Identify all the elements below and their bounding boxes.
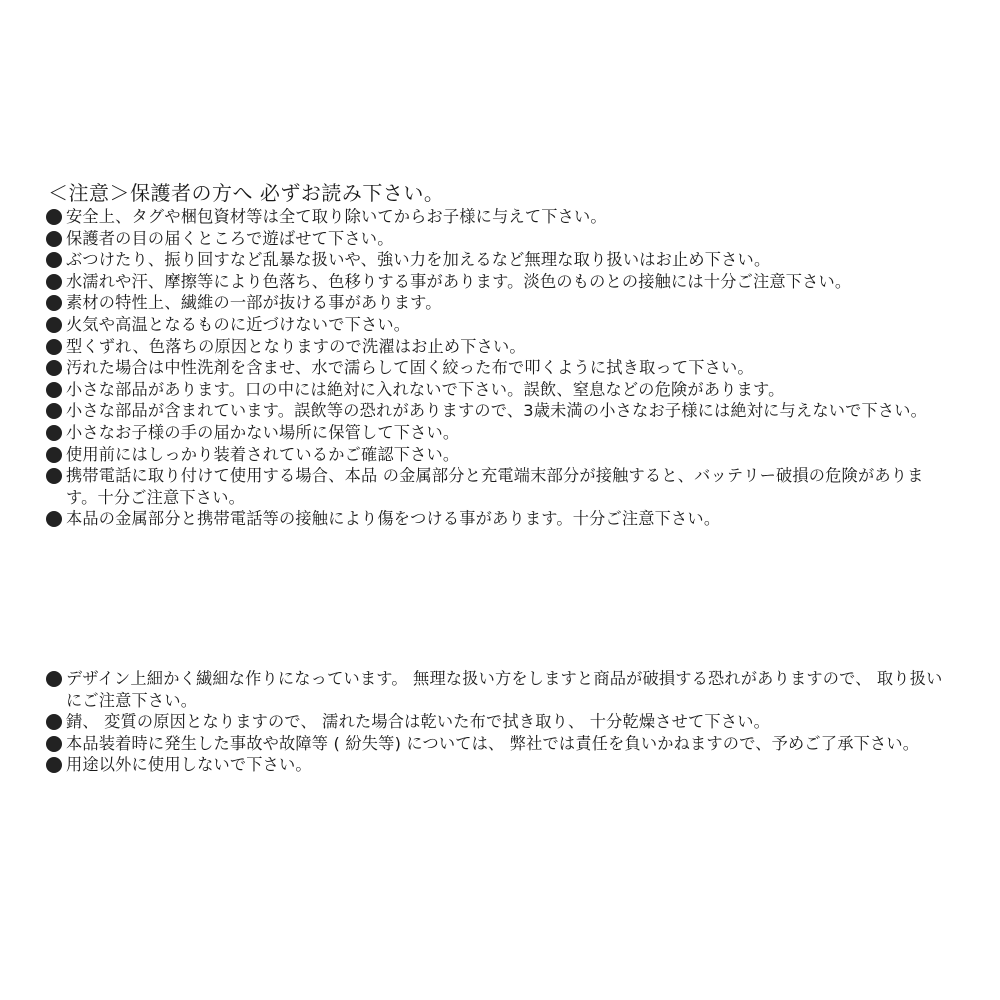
caution-item <box>44 444 944 466</box>
bullet-icon <box>46 382 62 398</box>
caution-item <box>44 292 944 314</box>
caution-item-text: 本品の金属部分と携帯電話等の接触により傷をつける事があります。十分ご注意下さい。 <box>66 509 721 529</box>
bullet-icon <box>46 339 62 355</box>
caution-item <box>44 314 944 336</box>
bullet-icon <box>46 252 62 268</box>
caution-item-text: 小さな部品があります。口の中には絶対に入れないで下さい。誤飲、窒息などの危険があります。 <box>66 379 785 399</box>
caution-item <box>44 228 944 250</box>
caution-list <box>44 206 944 530</box>
caution-item-text: 使用前にはしっかり装着されているかご確認下さい。 <box>66 444 460 464</box>
caution-item-text: 水濡れや汗、摩擦等により色落ち、色移りする事があります。淡色のものとの接触には十分ご注意下さい。 <box>66 271 852 291</box>
handling-item-text: 用途以外に使用しないで下さい。 <box>66 755 312 775</box>
handling-item-text: デザイン上細かく繊細な作りになっています。 無理な扱い方をしますと商品が破損する恐れがありますので、 取り扱いにご注意下さい。 <box>66 669 943 710</box>
handling-notice-section <box>44 668 944 776</box>
handling-item <box>44 711 944 733</box>
caution-item-text: 火気や高温となるものに近づけないで下さい。 <box>66 314 411 334</box>
caution-item <box>44 357 944 379</box>
bullet-icon <box>46 425 62 441</box>
caution-item <box>44 422 944 444</box>
bullet-icon <box>46 736 62 752</box>
handling-item-text: 本品装着時に発生した事故や故障等 ( 紛失等) については、 弊社では責任を負いかねますので、予めご了承下さい。 <box>66 733 920 753</box>
bullet-icon <box>46 511 62 527</box>
bullet-icon <box>46 360 62 376</box>
bullet-icon <box>46 757 62 773</box>
caution-item <box>44 465 944 508</box>
caution-item-text: 型くずれ、色落ちの原因となりますので洗濯はお止め下さい。 <box>66 336 526 356</box>
bullet-icon <box>46 447 62 463</box>
caution-item <box>44 336 944 358</box>
handling-list <box>44 668 944 776</box>
caution-item <box>44 379 944 401</box>
bullet-icon <box>46 403 62 419</box>
caution-item-text: 素材の特性上、繊維の一部が抜ける事があります。 <box>66 293 442 313</box>
caution-item <box>44 206 944 228</box>
handling-item <box>44 733 944 755</box>
bullet-icon <box>46 274 62 290</box>
handling-item <box>44 668 944 711</box>
caution-notice-section <box>44 180 944 530</box>
bullet-icon <box>46 714 62 730</box>
notice-heading: ＜注意＞保護者の方へ 必ずお読み下さい。 <box>48 181 445 205</box>
caution-item-text: 携帯電話に取り付けて使用する場合、本品 の金属部分と充電端末部分が接触すると、バッテリー破損の危険があります。十分ご注意下さい。 <box>66 466 924 507</box>
caution-item-text: 安全上、タグや梱包資材等は全て取り除いてからお子様に与えて下さい。 <box>66 207 607 226</box>
caution-item <box>44 400 944 422</box>
bullet-icon <box>46 671 62 687</box>
bullet-icon <box>46 317 62 333</box>
bullet-icon <box>46 231 62 247</box>
handling-item <box>44 754 944 776</box>
bullet-icon <box>46 209 62 225</box>
handling-item-text: 錆、 変質の原因となりますので、 濡れた場合は乾いた布で拭き取り、 十分乾燥させて下さい。 <box>66 712 770 732</box>
caution-item-text: 保護者の目の届くところで遊ばせて下さい。 <box>66 228 394 248</box>
bullet-icon <box>46 468 62 484</box>
caution-item <box>44 508 944 530</box>
caution-item <box>44 249 944 271</box>
bullet-icon <box>46 295 62 311</box>
caution-item <box>44 271 944 293</box>
caution-item-text: ぶつけたり、振り回すなど乱暴な扱いや、強い力を加えるなど無理な取り扱いはお止め下さい。 <box>66 250 771 270</box>
caution-item-text: 汚れた場合は中性洗剤を含ませ、水で濡らして固く絞った布で叩くように拭き取って下さい。 <box>66 358 754 378</box>
caution-item-text: 小さな部品が含まれています。誤飲等の恐れがありますので、3歳未満の小さなお子様には絶対に与えないで下さい。 <box>66 401 928 421</box>
caution-item-text: 小さなお子様の手の届かない場所に保管して下さい。 <box>66 422 460 442</box>
